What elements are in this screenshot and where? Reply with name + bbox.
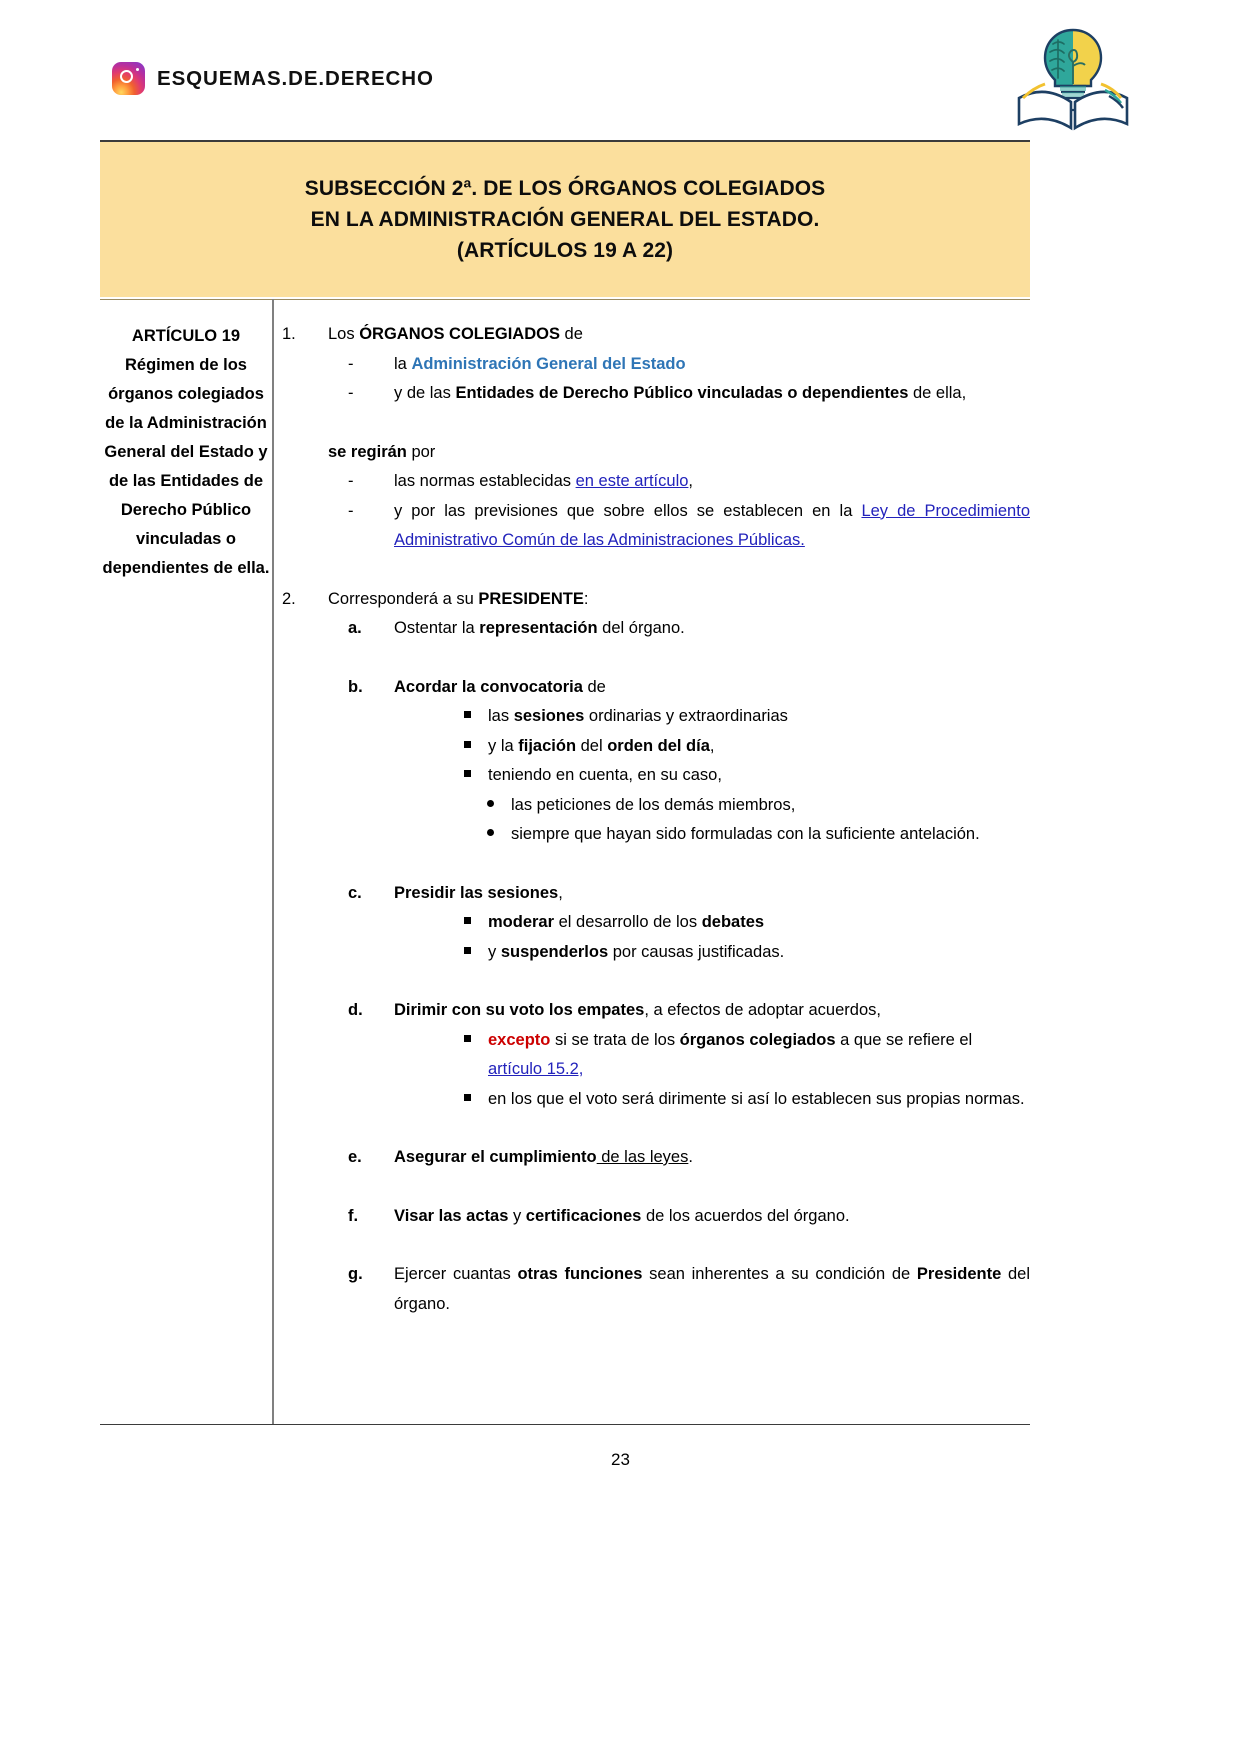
text-fragment-bold: Entidades de Derecho Público vinculadas o dependientes [455, 384, 909, 402]
list-item-2b-square-1 [464, 702, 1030, 732]
text-fragment-bold: suspenderlos [500, 942, 609, 961]
text-fragment-bold: Acordar la convocatoria [394, 677, 583, 696]
text-fragment: del órgano. [597, 619, 685, 637]
text-fragment: : [583, 589, 589, 608]
list-item-2a [348, 614, 1030, 644]
text-fragment: Ejercer cuantas [394, 1265, 518, 1283]
text-fragment: y [488, 942, 501, 961]
list-item-text [394, 497, 1030, 556]
list-item-1 [282, 320, 1030, 350]
body-bottom-rule [100, 1424, 1030, 1425]
spacer [282, 556, 1030, 585]
spacer [282, 1231, 1030, 1260]
list-item-text [488, 938, 1030, 968]
text-fragment-bold: orden del día [607, 736, 710, 755]
square-bullet-icon [464, 1085, 488, 1115]
square-bullet-icon [464, 938, 488, 968]
page-number: 23 [611, 1450, 630, 1469]
letter-marker: f. [348, 1206, 359, 1225]
list-item-text: siempre que hayan sido formuladas con la suficiente antelación. [511, 825, 980, 843]
text-fragment: , [558, 883, 563, 902]
text-fragment: de ella, [908, 384, 967, 402]
list-item-1-dash-4 [348, 497, 1030, 556]
list-item-text [394, 1202, 1030, 1232]
list-item-1-dash-1 [348, 350, 1030, 380]
subsection-title-banner [100, 142, 1030, 297]
letter-marker: c. [348, 883, 362, 902]
text-fragment: Ostentar la [394, 619, 480, 637]
letter-marker: a. [348, 619, 362, 637]
round-bullet-icon [487, 820, 511, 850]
spacer [282, 850, 1030, 879]
list-marker: 1. [282, 325, 296, 343]
instagram-handle-text: ESQUEMAS.DE.DERECHO [157, 66, 434, 90]
text-fragment: por causas justificadas. [608, 942, 785, 961]
text-fragment: Corresponderá a su [328, 589, 479, 608]
list-item-text [488, 908, 1030, 938]
list-item-text [488, 1026, 1030, 1085]
list-item-text [394, 1260, 1030, 1319]
text-fragment: y de las [394, 384, 456, 402]
inline-link-ley-procedimiento[interactable]: Ley de Procedimiento Administrativo Común de las Administraciones Públicas. [394, 501, 1030, 549]
list-item-2b-square-2 [464, 732, 1030, 762]
square-bullet-icon [464, 908, 488, 938]
text-fragment: por [406, 442, 436, 461]
body-top-rule [100, 299, 1030, 300]
text-fragment: si se trata de los [550, 1030, 680, 1049]
text-fragment-bold: órganos colegiados [679, 1030, 836, 1049]
article-body [282, 320, 1030, 1319]
list-item-2b-dot-2 [487, 820, 1030, 850]
text-fragment: a que se refiere el [835, 1030, 973, 1049]
letter-marker: g. [348, 1265, 363, 1283]
text-fragment-bold: certificaciones [525, 1206, 642, 1225]
instagram-handle-block [112, 62, 434, 95]
list-item-2e [348, 1143, 1030, 1173]
spacer [282, 1173, 1030, 1202]
dash-marker: - [348, 472, 354, 490]
list-item-2c [348, 879, 1030, 909]
list-item-text: las peticiones de los demás miembros, [511, 795, 796, 814]
text-fragment-bold: PRESIDENTE [478, 589, 584, 608]
spacer [282, 967, 1030, 996]
text-fragment-bold: se regirán [328, 442, 407, 461]
inline-link-en-este-articulo[interactable]: en este artículo [575, 472, 689, 490]
lightbulb-brain-book-logo-icon [1013, 22, 1133, 134]
square-bullet-icon [464, 732, 488, 762]
text-fragment-emphasis: excepto [488, 1030, 551, 1049]
list-item-2b-dot-1 [487, 791, 1030, 821]
list-item-2 [282, 585, 1030, 615]
text-fragment: , [688, 472, 694, 490]
list-item-text [488, 702, 1030, 732]
text-fragment-highlight: Administración General del Estado [411, 354, 686, 373]
spacer [282, 409, 1030, 438]
list-item-text [328, 320, 1030, 350]
spacer [282, 1114, 1030, 1143]
text-fragment: ordinarias y extraordinarias [584, 707, 788, 725]
text-fragment: y por las previsiones que sobre ellos se establecen en la [394, 501, 862, 520]
text-fragment: Los [328, 325, 360, 343]
list-item-text [394, 996, 1030, 1026]
text-fragment-bold: otras funciones [517, 1265, 643, 1283]
square-bullet-icon [464, 761, 488, 791]
text-fragment-bold: debates [701, 913, 765, 931]
list-item-text: teniendo en cuenta, en su caso, [488, 766, 722, 784]
text-fragment: de los acuerdos del órgano. [641, 1206, 850, 1225]
text-fragment: las normas establecidas [394, 472, 576, 490]
text-fragment: sean inherentes a su condición de [642, 1265, 917, 1283]
text-fragment-underline: de las leyes [596, 1148, 689, 1166]
text-fragment: , a efectos de adoptar acuerdos, [644, 1001, 881, 1019]
list-item-text [328, 585, 1030, 615]
text-fragment: del órgano. [394, 1265, 1031, 1313]
dash-marker: - [348, 501, 354, 520]
list-marker: 2. [282, 589, 296, 608]
text-fragment: de [559, 325, 583, 343]
dash-marker: - [348, 384, 354, 402]
text-fragment-bold: moderar [488, 913, 555, 931]
list-item-text [328, 438, 1030, 468]
list-item-2c-square-1 [464, 908, 1030, 938]
article-sidebar [102, 322, 270, 583]
page-header [0, 0, 1241, 140]
list-item-2d [348, 996, 1030, 1026]
text-fragment-bold: Dirimir con su voto los empates [394, 1001, 645, 1019]
list-item-text [394, 467, 1030, 497]
list-item-text [394, 350, 1030, 380]
list-item-2b [348, 673, 1030, 703]
text-fragment: el desarrollo de los [554, 913, 702, 931]
list-item-2c-square-2 [464, 938, 1030, 968]
list-item-2b-square-3 [464, 761, 1030, 791]
text-fragment-bold: Presidir las sesiones [394, 883, 559, 902]
square-bullet-icon [464, 1026, 488, 1056]
letter-marker: b. [348, 677, 363, 696]
list-item-2d-square-2 [464, 1085, 1030, 1115]
text-fragment-bold: ÓRGANOS COLEGIADOS [359, 325, 560, 343]
list-item-text [488, 732, 1030, 762]
text-fragment-bold: fijación [518, 736, 577, 755]
list-item-text [394, 673, 1030, 703]
text-fragment-bold: Asegurar el cumplimiento [394, 1148, 597, 1166]
dash-marker: - [348, 354, 354, 373]
square-bullet-icon [464, 702, 488, 732]
spacer [282, 644, 1030, 673]
text-fragment-bold: Visar las actas [394, 1206, 509, 1225]
text-fragment: las [488, 707, 514, 725]
article-heading: ARTÍCULO 19 [131, 327, 241, 345]
text-fragment: y [508, 1206, 526, 1225]
text-fragment: del [576, 736, 608, 755]
text-fragment: , [709, 736, 715, 755]
column-divider [272, 299, 274, 1424]
letter-marker: d. [348, 1001, 363, 1019]
list-item-2f [348, 1202, 1030, 1232]
banner-line-3: (ARTÍCULOS 19 A 22) [456, 238, 674, 262]
text-fragment-bold: representación [479, 619, 598, 637]
text-fragment: de [582, 677, 606, 696]
se-regiran-line [328, 438, 1030, 468]
list-item-2g [348, 1260, 1030, 1319]
list-item-text [394, 379, 1030, 409]
list-item-text [394, 614, 1030, 644]
page-footer [0, 1450, 1241, 1470]
text-fragment-bold: sesiones [513, 707, 585, 725]
inline-link-articulo-15-2[interactable]: artículo 15.2, [488, 1060, 584, 1078]
banner-line-2: EN LA ADMINISTRACIÓN GENERAL DEL ESTADO. [310, 207, 820, 231]
instagram-icon [112, 62, 145, 95]
list-item-1-dash-3 [348, 467, 1030, 497]
list-item-2d-square-1 [464, 1026, 1030, 1085]
text-fragment: la [394, 354, 412, 373]
list-item-text: en los que el voto será dirimente si así lo establecen sus propias normas. [488, 1089, 1025, 1108]
text-fragment: y la [488, 736, 519, 755]
text-fragment-bold: Presidente [916, 1265, 1002, 1283]
list-item-text [394, 1143, 1030, 1173]
text-fragment: . [688, 1148, 693, 1166]
letter-marker: e. [348, 1148, 362, 1166]
article-title: Régimen de los órganos colegiados de la Administración General del Estado y de las Entidades de Derecho Público vinculadas o dependientes de ella. [102, 356, 270, 577]
round-bullet-icon [487, 791, 511, 821]
list-item-1-dash-2 [348, 379, 1030, 409]
list-item-text [394, 879, 1030, 909]
banner-line-1: SUBSECCIÓN 2ª. DE LOS ÓRGANOS COLEGIADOS [304, 176, 826, 200]
